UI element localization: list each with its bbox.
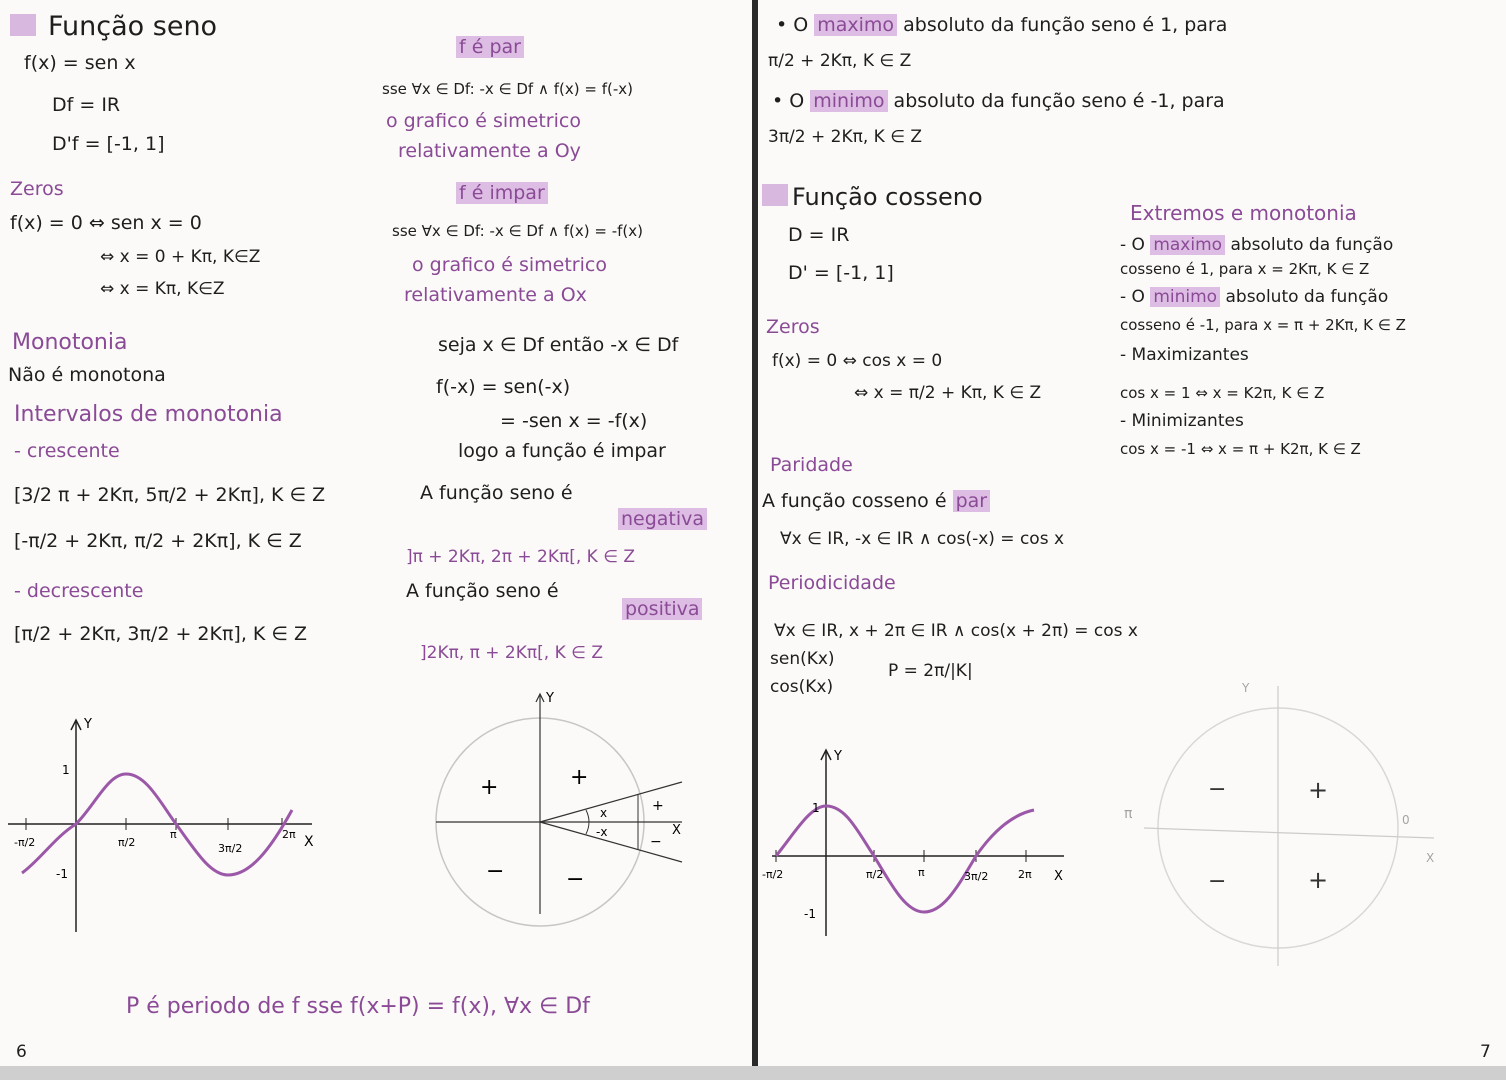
- x-tick-label: π/2: [118, 836, 136, 849]
- monotonia-text: Não é monotona: [8, 364, 166, 386]
- text: A função cosseno é: [762, 490, 947, 512]
- negative-word: negativa: [618, 508, 707, 530]
- zero-label: 0: [1402, 813, 1410, 827]
- decrescente-interval: [π/2 + 2Kπ, 3π/2 + 2Kπ], K ∈ Z: [14, 623, 308, 645]
- minus-sign: −: [1208, 777, 1227, 802]
- proof-line: = -sen x = -f(x): [500, 410, 648, 432]
- title-marker: [10, 14, 36, 36]
- par-note: relativamente a Oy: [398, 140, 581, 162]
- positive-word: positiva: [622, 598, 702, 620]
- par-definition: sse ∀x ∈ Df: -x ∈ Df ∧ f(x) = f(-x): [382, 80, 633, 98]
- paridade-heading: Paridade: [770, 454, 853, 476]
- proof-line: seja x ∈ Df então -x ∈ Df: [438, 334, 679, 356]
- minus-sign: −: [486, 859, 505, 884]
- x-label: X: [672, 823, 681, 838]
- cosine-range: D' = [-1, 1]: [788, 262, 894, 284]
- cosine-title: Função cosseno: [792, 183, 983, 211]
- positive-interval: ]2Kπ, π + 2Kπ[, K ∈ Z: [420, 643, 603, 663]
- par-heading: f é par: [456, 36, 524, 58]
- x-tick-label: -π/2: [14, 836, 36, 849]
- period-formula: P = 2π/|K|: [888, 661, 973, 681]
- extremos-line: cos x = 1 ⇔ x = K2π, K ∈ Z: [1120, 384, 1325, 402]
- extremos-line: cosseno é -1, para x = π + 2Kπ, K ∈ Z: [1120, 316, 1406, 334]
- x-tick-label: π/2: [866, 868, 884, 881]
- proof-line: f(-x) = sen(-x): [436, 376, 571, 398]
- max-value: π/2 + 2Kπ, K ∈ Z: [768, 51, 912, 71]
- extremos-line: - Maximizantes: [1120, 345, 1249, 365]
- sine-definition: f(x) = sen x: [24, 52, 136, 74]
- period-function: sen(Kx): [770, 649, 835, 669]
- x-tick-label: 2π: [282, 828, 296, 841]
- min-line: [772, 90, 1225, 112]
- y-label: Y: [1242, 681, 1250, 695]
- cosine-graph: [758, 740, 1078, 940]
- zeros-line: f(x) = 0 ⇔ sen x = 0: [10, 212, 202, 234]
- cosine-curve: [776, 806, 1034, 912]
- sine-range: D'f = [-1, 1]: [52, 133, 165, 155]
- zeros-heading: Zeros: [10, 178, 64, 200]
- y-label: Y: [84, 717, 92, 732]
- y-tick-minus-one: -1: [804, 907, 816, 921]
- paridade-line: [762, 490, 990, 512]
- text: absoluto da função: [1225, 287, 1389, 307]
- page-number: 6: [16, 1042, 27, 1062]
- y-tick-one: 1: [62, 763, 70, 777]
- plus-sign: +: [1308, 776, 1329, 804]
- text: • O: [776, 14, 809, 36]
- sine-domain: Df = IR: [52, 94, 121, 116]
- notebook-page-right: [758, 0, 1506, 1066]
- pi-label: π: [1124, 806, 1133, 822]
- minus-sign: −: [566, 867, 585, 892]
- title-marker: [762, 184, 788, 206]
- zeros-line: f(x) = 0 ⇔ cos x = 0: [772, 351, 943, 371]
- sine-title: Função seno: [48, 11, 218, 42]
- extremos-line: [1120, 234, 1393, 256]
- extremos-heading: Extremos e monotonia: [1130, 201, 1357, 225]
- plus-sign: +: [1308, 866, 1329, 894]
- impar-definition: sse ∀x ∈ Df: -x ∈ Df ∧ f(x) = -f(x): [392, 222, 643, 240]
- zeros-heading: Zeros: [766, 316, 820, 338]
- x-label: X: [1054, 869, 1063, 884]
- sine-sign-circle: [420, 684, 700, 914]
- decrescente-label: - decrescente: [14, 580, 144, 602]
- notebook-page-left: [0, 0, 752, 1066]
- sine-graph: [0, 700, 340, 940]
- plus-sign: +: [652, 798, 664, 814]
- impar-note: relativamente a Ox: [404, 284, 587, 306]
- proof-line: logo a função é impar: [458, 440, 666, 462]
- text: absoluto da função seno é 1, para: [903, 14, 1228, 36]
- x-tick-label: 2π: [1018, 868, 1032, 881]
- extremos-line: cos x = -1 ⇔ x = π + K2π, K ∈ Z: [1120, 440, 1361, 458]
- minus-sign: −: [650, 834, 662, 850]
- plus-sign: +: [480, 775, 499, 800]
- x-tick-label: π: [918, 866, 925, 879]
- min-value: 3π/2 + 2Kπ, K ∈ Z: [768, 127, 923, 147]
- x-label: X: [304, 834, 314, 850]
- positive-text: A função seno é: [406, 580, 559, 602]
- angle-label: -x: [596, 825, 608, 839]
- y-label: Y: [834, 749, 842, 764]
- monotonia-heading: Monotonia: [12, 330, 128, 355]
- impar-note: o grafico é simetrico: [412, 254, 607, 276]
- text: - O: [1120, 235, 1145, 255]
- crescente-label: - crescente: [14, 440, 120, 462]
- x-label: X: [1426, 851, 1435, 865]
- x-axis: [1144, 828, 1434, 838]
- periodicidade-formula: ∀x ∈ IR, x + 2π ∈ IR ∧ cos(x + 2π) = cos x: [774, 621, 1138, 641]
- intervalos-heading: Intervalos de monotonia: [14, 402, 283, 427]
- minus-sign: −: [1208, 869, 1227, 894]
- x-tick-label: π: [170, 828, 177, 841]
- extremos-line: cosseno é 1, para x = 2Kπ, K ∈ Z: [1120, 260, 1370, 278]
- max-highlight: maximo: [1150, 235, 1225, 255]
- zeros-line: ⇔ x = Kπ, K∈Z: [100, 279, 225, 299]
- period-function: cos(Kx): [770, 677, 834, 697]
- negative-interval: ]π + 2Kπ, 2π + 2Kπ[, K ∈ Z: [406, 547, 636, 567]
- y-tick-one: 1: [812, 801, 820, 815]
- zeros-line: ⇔ x = π/2 + Kπ, K ∈ Z: [854, 383, 1042, 403]
- zeros-line: ⇔ x = 0 + Kπ, K∈Z: [100, 247, 261, 267]
- negative-text: A função seno é: [420, 482, 573, 504]
- y-label: Y: [546, 691, 554, 706]
- text: absoluto da função seno é -1, para: [893, 90, 1225, 112]
- page-bottom-edge: [0, 1066, 1506, 1080]
- cosine-domain: D = IR: [788, 224, 850, 246]
- x-tick-label: -π/2: [762, 868, 784, 881]
- text: • O: [772, 90, 805, 112]
- max-line: [776, 14, 1227, 36]
- periodicidade-heading: Periodicidade: [768, 572, 896, 594]
- crescente-interval: [3/2 π + 2Kπ, 5π/2 + 2Kπ], K ∈ Z: [14, 484, 326, 506]
- max-highlight: maximo: [814, 14, 897, 36]
- plus-sign: +: [570, 765, 589, 790]
- par-highlight: par: [953, 490, 991, 512]
- min-highlight: minimo: [1150, 287, 1220, 307]
- y-tick-minus-one: -1: [56, 867, 68, 881]
- x-tick-label: 3π/2: [964, 870, 989, 883]
- extremos-line: - Minimizantes: [1120, 411, 1244, 431]
- paridade-formula: ∀x ∈ IR, -x ∈ IR ∧ cos(-x) = cos x: [780, 529, 1065, 549]
- impar-heading: f é impar: [456, 182, 548, 204]
- x-tick-label: 3π/2: [218, 842, 243, 855]
- page-number: 7: [1480, 1042, 1491, 1062]
- text: absoluto da função: [1230, 235, 1394, 255]
- period-definition: P é periodo de f sse f(x+P) = f(x), ∀x ∈ Df: [126, 994, 590, 1019]
- text: - O: [1120, 287, 1145, 307]
- par-note: o grafico é simetrico: [386, 110, 581, 132]
- extremos-line: [1120, 286, 1388, 308]
- angle-label: x: [600, 806, 608, 820]
- crescente-interval: [-π/2 + 2Kπ, π/2 + 2Kπ], K ∈ Z: [14, 530, 302, 552]
- min-highlight: minimo: [810, 90, 887, 112]
- cosine-sign-circle: [1124, 676, 1454, 976]
